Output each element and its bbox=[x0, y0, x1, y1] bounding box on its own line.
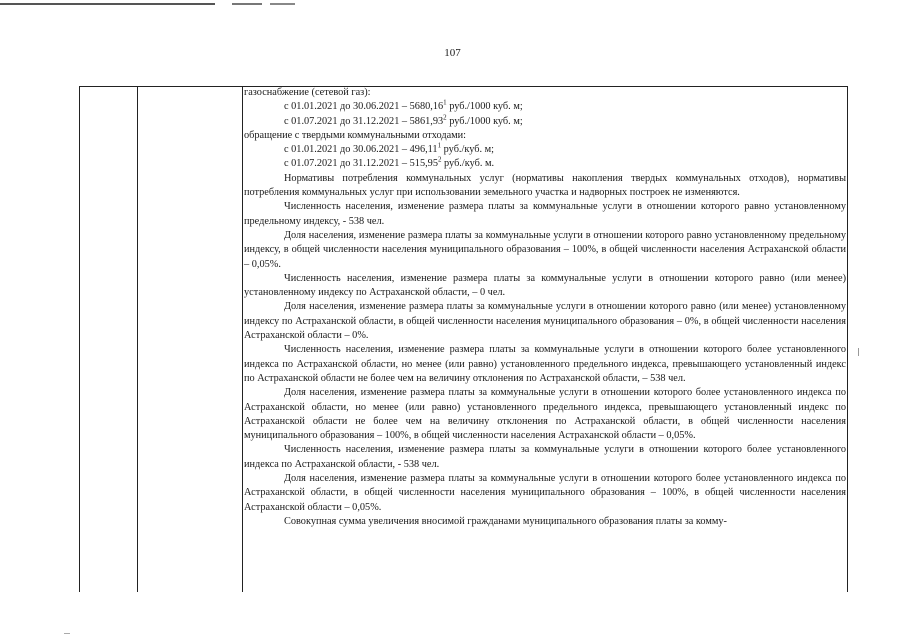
top-scan-rule bbox=[0, 3, 215, 5]
waste-tariff-line: с 01.01.2021 до 30.06.2021 – 496,11$^1$ руб./куб. м; bbox=[284, 141, 495, 156]
paragraph: Численность населения, изменение размера платы за коммунальные услуги в отношении которого более установленного индекса по Астраханской области, - 538 чел. bbox=[244, 444, 846, 470]
table-column-divider bbox=[242, 87, 243, 592]
paragraph: Доля населения, изменение размера платы за коммунальные услуги в отношении которого более установленного индекса по Астраханской области, в общей численности населения муниципального образования – 100%, в общей численности населения Астраханской области – 0,05%. bbox=[244, 473, 846, 513]
gas-heading: газоснабжение (сетевой газ): bbox=[244, 87, 371, 98]
paragraph: Численность населения, изменение размера платы за коммунальные услуги в отношении которого более установленного индекса по Астраханской области, но менее (или равно) установленного предельного индекса, превышающего установленный индекс по Астраханской области не более чем на величину отклонения по Астраханской области, – 538 чел. bbox=[244, 344, 846, 384]
waste-heading: обращение с твердыми коммунальными отходами: bbox=[244, 129, 467, 141]
paragraph: Совокупная сумма увеличения вносимой гражданами муниципального образования платы за комму- bbox=[284, 515, 727, 527]
table-column-divider bbox=[137, 87, 138, 592]
scan-mark bbox=[858, 348, 859, 356]
top-scan-rule bbox=[232, 3, 262, 5]
scan-mark bbox=[64, 633, 70, 634]
waste-tariff-line: с 01.07.2021 до 31.12.2021 – 515,95$^2$ руб./куб. м. bbox=[284, 156, 495, 170]
gas-tariff-line: с 01.01.2021 до 30.06.2021 – 5680,16$^1$ руб./1000 куб. м; bbox=[284, 98, 523, 113]
gas-tariff-line: с 01.07.2021 до 31.12.2021 – 5861,93$^2$ руб./1000 куб. м; bbox=[284, 113, 523, 127]
paragraph: Доля населения, изменение размера платы за коммунальные услуги в отношении которого более установленного индекса по Астраханской области, но менее (или равно) установленного предельного индекса, превышающего установленный индекс по Астраханской области не более чем на величину отклонения по Астраханской области, в общей численности населения муниципального образования – 100%, в общей численности населения Астраханской области – 0,05%. bbox=[244, 387, 846, 442]
paragraph: Доля населения, изменение размера платы за коммунальные услуги в отношении которого равно (или менее) установленному индексу по Астраханской области, в общей численности населения муниципального образования – 0%, в общей численности населения Астраханской области – 0%. bbox=[244, 301, 846, 342]
page-number: 107 bbox=[444, 47, 461, 59]
table-text-cell bbox=[244, 86, 846, 529]
paragraph: Нормативы потребления коммунальных услуг (нормативы накопления твердых коммунальных отходов), нормативы потребления коммунальных услуг при использовании земельного участка и надворных построек не изменяются. bbox=[244, 172, 846, 199]
paragraph: Доля населения, изменение размера платы за коммунальные услуги в отношении которого равно установленному предельному индексу, в общей численности населения муниципального образования – 100%, в общей численности населения Астраханской области – 0,05%. bbox=[244, 229, 846, 270]
paragraph: Численность населения, изменение размера платы за коммунальные услуги в отношении которого равно установленному предельному индексу, - 538 чел. bbox=[244, 201, 846, 227]
top-scan-rule bbox=[270, 3, 295, 5]
paragraph: Численность населения, изменение размера платы за коммунальные услуги в отношении которого равно (или менее) установленному индексу по Астраханской области, – 0 чел. bbox=[244, 272, 846, 299]
